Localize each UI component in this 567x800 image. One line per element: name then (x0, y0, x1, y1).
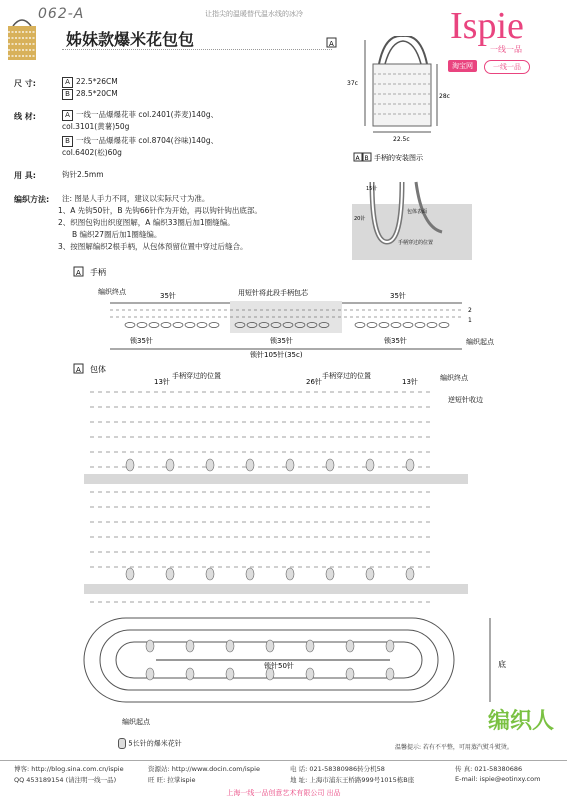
publisher: 上海一线一品创意艺术有限公司 出品 (226, 789, 341, 797)
yarn-a2: col.3101(黄薯)50g (62, 122, 130, 131)
yarn-label: 线 材: (14, 112, 36, 121)
method-step-3: 3、按图解编织2根手柄，从包体预留位置中穿过后缝合。 (58, 242, 248, 251)
size-a: 22.5*26CM (76, 77, 118, 86)
box-a: A (62, 110, 73, 121)
method-step-2b: B 编织27圈后加1圈缝编。 (72, 230, 162, 239)
box-b: B (62, 89, 73, 100)
bag-body-height-label: 28c (439, 93, 450, 100)
yarn-b2: col.6402(松)60g (62, 148, 122, 157)
body-box-a: A (76, 366, 81, 374)
body-begin-label: 编织起点 (122, 718, 150, 726)
body-end-label: 编织终点 (440, 374, 468, 382)
bag-width-label: 22.5c (393, 136, 410, 143)
handle-title: 手柄 (90, 268, 106, 277)
footer-address: 地 址: 上海市浦东王桥路999号1015栋B座 (290, 776, 415, 784)
handle-35a: 35针 (160, 292, 176, 300)
slogan: 让指尖的温暖替代温水线的冰冷 (205, 10, 303, 18)
brand-logo: Ispie (450, 5, 524, 47)
handle-35b: 35针 (390, 292, 406, 300)
footer-docs: 资源站: http://www.docin.com/ispie (148, 765, 260, 773)
yarn-b1: 一线一品爆爆花菲 col.8704(谷味)140g、 (76, 136, 219, 145)
handle-chain-2: 锁35针 (270, 337, 293, 345)
handle-start-label: 编织终点 (98, 288, 126, 296)
handle-chain-105: 锁针105针(35c) (250, 351, 303, 359)
tool-label: 用 具: (14, 171, 36, 180)
method-step-1: 1、A 先钩50针，B 先钩66针作为开始，再以钩针钩出底部。 (58, 206, 262, 215)
handle-cover-label: 用短针将此段手柄包芯 (238, 289, 308, 297)
method-label: 编织方法: (14, 195, 50, 204)
inst-body-label: 包体表面 (407, 209, 428, 215)
yarn-a1: 一线一品爆爆花菲 col.2401(荞麦)140g、 (76, 110, 219, 119)
size-a-row (62, 77, 118, 88)
size-b: 28.5*20CM (76, 89, 118, 98)
inst-20-label: 20针 (354, 216, 366, 222)
inst-15-label: 15针 (366, 186, 378, 192)
bag-thumbnail (5, 16, 39, 62)
body-hole-2: 手柄穿过的位置 (322, 372, 371, 380)
handle-row-1: 1 (468, 317, 472, 324)
footer-tel: 电 话: 021-58380986转分机58 (290, 765, 385, 773)
handle-row-2: 2 (468, 307, 472, 314)
footer-blog: 博客: http://blog.sina.com.cn/ispie (14, 765, 124, 773)
body-13b: 13针 (402, 378, 418, 386)
method-step-2: 2、织图包钩出织度图解，A 编织33圈后加1圈缝编。 (58, 218, 235, 227)
inst-hole-label: 手柄穿过的位置 (398, 240, 434, 246)
inst-box-a: A (355, 155, 360, 162)
tool-value: 钩针2.5mm (62, 170, 104, 179)
brand-tag: 一线一品 (484, 60, 530, 74)
footer-fax: 传 真: 021-58380686 (455, 765, 523, 773)
handle-chart (70, 265, 510, 360)
yarn-b-row (62, 136, 218, 147)
handle-begin-label: 编织起点 (466, 338, 494, 346)
size-label: 尺 寸: (14, 79, 36, 88)
box-b: B (62, 136, 73, 147)
schematic-box-a: A (329, 40, 334, 48)
install-title: 手柄的安装图示 (374, 154, 423, 162)
handle-chain-3: 锁35针 (384, 337, 407, 345)
body-chain-50: 锁针50针 (264, 662, 294, 670)
watermark: 编织人 (488, 709, 555, 734)
size-b-row (62, 89, 118, 100)
tip-note: 温馨提示: 若有不平整，可用蒸汽熨斗熨烫。 (395, 744, 513, 751)
footer-divider (0, 760, 567, 761)
handle-chain-1: 锁35针 (130, 337, 153, 345)
bag-height-label: 37c (347, 80, 358, 87)
brand-subtitle: 一线一品 (490, 45, 522, 54)
handle-box-a: A (76, 269, 81, 277)
yarn-a-row (62, 110, 218, 121)
handle-install-diagram (352, 152, 472, 260)
body-bottom-label: 底 (498, 660, 506, 669)
method-note: 注: 图是人手力不同，建议以实际尺寸为准。 (62, 194, 210, 203)
footer-wangwang: 旺 旺: 拉掌ispie (148, 776, 196, 784)
body-title: 包体 (90, 365, 106, 374)
bag-schematic (325, 36, 455, 146)
footer-qq: QQ 453189154 (请注明一线一品) (14, 776, 117, 784)
popcorn-label: 5长针的爆米花针 (128, 739, 182, 748)
body-reverse-label: 逆短针收边 (448, 396, 483, 404)
pattern-code: 062-A (38, 6, 85, 22)
popcorn-legend (118, 738, 182, 749)
body-26: 26针 (306, 378, 322, 386)
shop-tag: 淘宝网 (448, 60, 477, 72)
title-divider (62, 49, 332, 50)
footer-email: E-mail: ispie@eotinxy.com (455, 775, 541, 783)
body-13a: 13针 (154, 378, 170, 386)
body-hole-1: 手柄穿过的位置 (172, 372, 221, 380)
box-a: A (62, 77, 73, 88)
page-title: 姊妹款爆米花包包 (66, 30, 195, 49)
popcorn-icon (118, 738, 126, 749)
inst-box-b: B (364, 155, 369, 162)
body-chart (70, 362, 550, 732)
